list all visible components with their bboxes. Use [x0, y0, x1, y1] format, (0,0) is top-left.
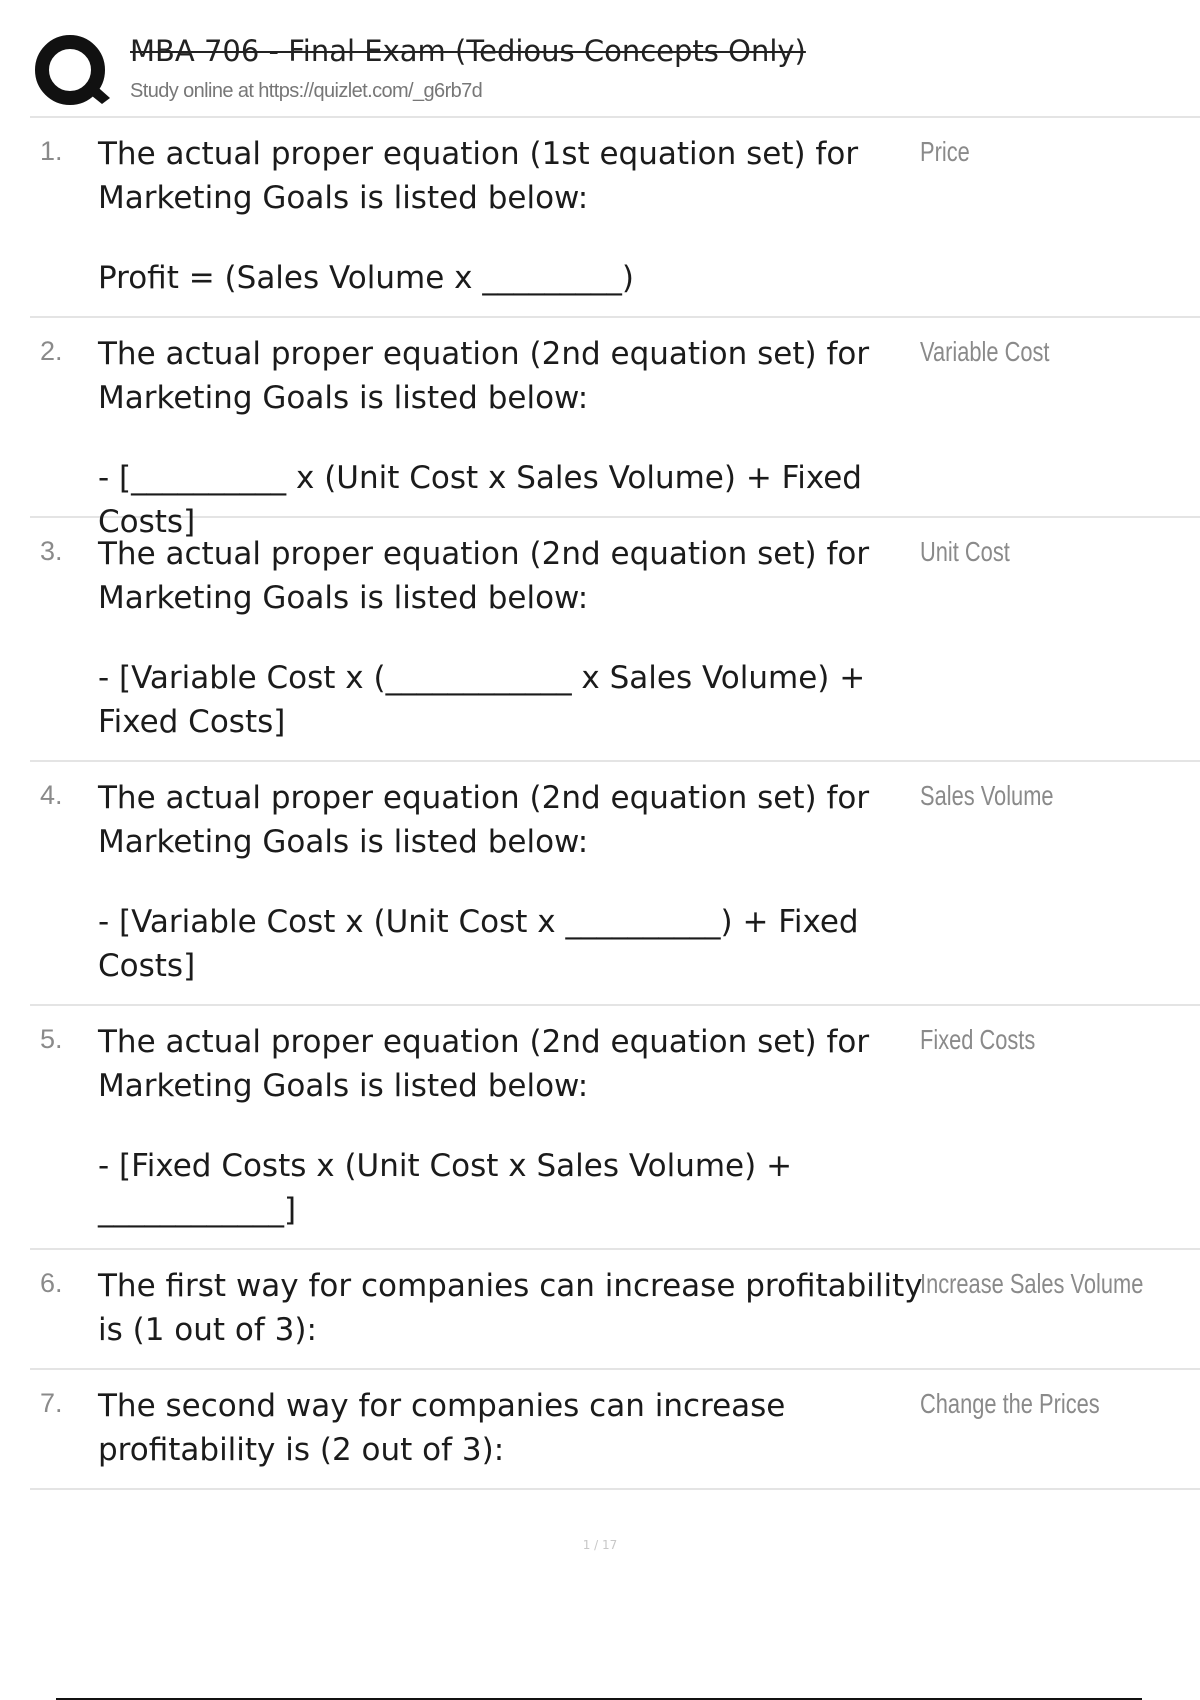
study-online-link[interactable]: Study online at https://quizlet.com/_g6rb7d — [130, 80, 483, 102]
card-number: 3. — [40, 536, 63, 566]
card-definition: Unit Cost — [920, 536, 1010, 567]
card-definition: Increase Sales Volume — [920, 1268, 1144, 1299]
flashcard-row — [30, 1250, 1200, 1370]
term-equation: - [__________ x (Unit Cost x Sales Volume) + Fixed Costs] — [98, 460, 862, 540]
term-prompt: The actual proper equation (1st equation set) for Marketing Goals is listed below: — [98, 136, 859, 216]
term-prompt: The second way for companies can increase profitability is (2 out of 3): — [98, 1388, 786, 1468]
card-definition: Price — [920, 136, 970, 167]
term-equation: - [Variable Cost x (____________ x Sales Volume) + Fixed Costs] — [98, 660, 866, 740]
card-number: 2. — [40, 336, 63, 366]
page-indicator: 1 / 17 — [582, 1538, 618, 1552]
flashcard-row — [30, 318, 1200, 540]
card-number: 7. — [40, 1388, 63, 1418]
card-term — [98, 1020, 940, 1232]
card-definition: Sales Volume — [920, 780, 1054, 811]
flashcard-row — [30, 118, 1200, 318]
term-prompt: The actual proper equation (2nd equation set) for Marketing Goals is listed below: — [98, 536, 870, 616]
card-definition: Variable Cost — [920, 336, 1050, 367]
flashcard-row — [30, 518, 1200, 762]
flashcard-row — [30, 1006, 1200, 1250]
card-term — [98, 132, 940, 300]
term-equation: - [Fixed Costs x (Unit Cost x Sales Volume) + ____________] — [98, 1148, 793, 1228]
card-number: 4. — [40, 780, 63, 810]
flashcard-row — [30, 1370, 1200, 1490]
term-prompt: The actual proper equation (2nd equation set) for Marketing Goals is listed below: — [98, 780, 870, 860]
card-term — [98, 1384, 940, 1472]
card-number: 1. — [40, 136, 63, 166]
card-term — [98, 776, 940, 988]
term-prompt: The actual proper equation (2nd equation set) for Marketing Goals is listed below: — [98, 336, 870, 416]
card-definition: Fixed Costs — [920, 1024, 1036, 1055]
term-prompt: The actual proper equation (2nd equation set) for Marketing Goals is listed below: — [98, 1024, 870, 1104]
card-definition: Change the Prices — [920, 1388, 1100, 1419]
card-term — [98, 532, 940, 744]
term-equation: - [Variable Cost x (Unit Cost x __________) + Fixed Costs] — [98, 904, 859, 984]
document-title: MBA 706 - Final Exam (Tedious Concepts Only) — [130, 34, 806, 68]
flashcard-row — [30, 762, 1200, 1006]
quizlet-logo-icon — [32, 32, 112, 112]
card-number: 6. — [40, 1268, 63, 1298]
card-term — [98, 1264, 940, 1352]
term-prompt: The first way for companies can increase profitability is (1 out of 3): — [98, 1268, 923, 1348]
card-number: 5. — [40, 1024, 63, 1054]
card-term — [98, 332, 940, 544]
term-equation: Profit = (Sales Volume x _________) — [98, 260, 634, 296]
